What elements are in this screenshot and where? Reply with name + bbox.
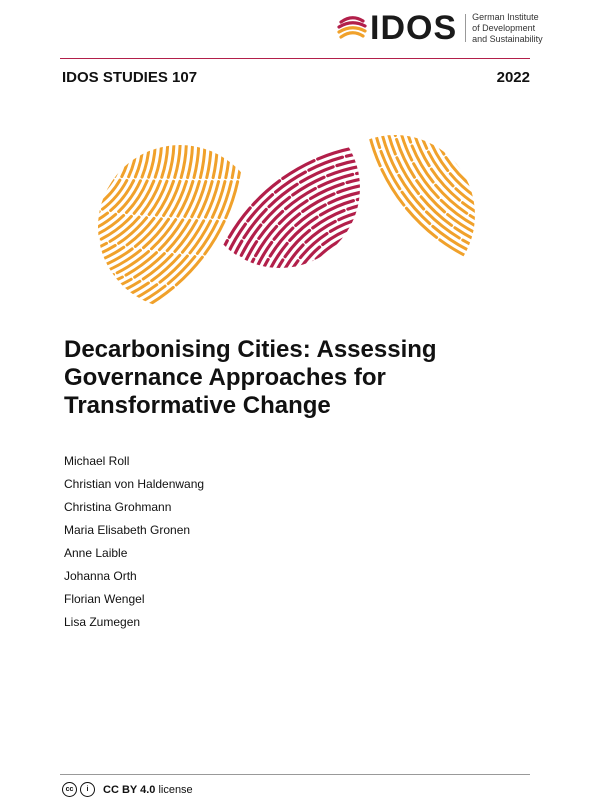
- cc-icon: cc: [62, 782, 77, 797]
- hatch-stroke: [383, 100, 490, 257]
- author-name: Maria Elisabeth Gronen: [64, 523, 191, 537]
- hatch-stroke: [377, 317, 403, 330]
- hatch-stroke: [339, 279, 441, 330]
- logo-subtitle-line: and Sustainability: [472, 33, 543, 44]
- hatch-stroke: [370, 100, 490, 270]
- hatch-stroke: [414, 100, 490, 226]
- by-attribution-icon: i: [80, 782, 95, 797]
- footer-divider: [60, 774, 530, 775]
- hatch-stroke: [313, 253, 467, 330]
- hatch-stroke: [457, 100, 490, 183]
- license-notice: [62, 782, 193, 797]
- hatch-stroke: [371, 311, 409, 330]
- logo-subtitle-line: of Development: [472, 22, 536, 33]
- logo-divider: [465, 14, 466, 42]
- hatch-stroke: [451, 100, 490, 189]
- hatch-stroke: [426, 100, 490, 214]
- header-divider: [60, 58, 530, 59]
- hatch-stroke: [288, 228, 490, 330]
- hatch-stroke: [352, 292, 429, 330]
- series-label: IDOS STUDIES 107: [62, 69, 198, 86]
- author-name: Anne Laible: [64, 546, 128, 560]
- hatch-stroke: [326, 266, 454, 330]
- hatch-stroke: [389, 100, 490, 251]
- hatch-stroke: [307, 247, 473, 330]
- title-line: Decarbonising Cities: Assessing: [64, 336, 437, 363]
- logo-subtitle-line: German Institute: [472, 11, 539, 22]
- left-hatched-circle: [90, 100, 242, 330]
- license-text: [103, 784, 193, 796]
- hatch-stroke: [364, 304, 415, 330]
- document-title: [64, 336, 544, 420]
- hatch-stroke: [463, 100, 490, 177]
- idos-logo-icon: [336, 12, 368, 44]
- hatch-stroke: [469, 100, 490, 171]
- hatch-stroke: [320, 260, 461, 330]
- hatch-stroke: [384, 324, 397, 330]
- hatch-stroke: [211, 151, 490, 330]
- hatch-stroke: [332, 272, 447, 330]
- publication-year: 2022: [496, 69, 530, 86]
- title-line: Governance Approaches for: [64, 364, 386, 391]
- hatch-stroke: [364, 100, 490, 276]
- logo-subtitle: [472, 12, 543, 45]
- license-name: CC BY 4.0: [103, 783, 156, 796]
- hatch-stroke: [90, 100, 106, 196]
- hatch-stroke: [482, 100, 490, 158]
- idos-logo: [336, 10, 543, 46]
- logo-wordmark: IDOS: [370, 9, 458, 47]
- hatch-stroke: [345, 285, 435, 330]
- hatch-stroke: [256, 196, 490, 330]
- right-hatched-circle: [364, 100, 490, 276]
- cover-graphic: [90, 100, 490, 330]
- title-line: Transformative Change: [64, 392, 331, 419]
- author-name: Michael Roll: [64, 454, 130, 468]
- author-name: Lisa Zumegen: [64, 615, 141, 629]
- hatch-stroke: [294, 234, 486, 330]
- hatch-stroke: [90, 100, 118, 208]
- hatch-stroke: [420, 100, 490, 220]
- hatch-stroke: [90, 100, 93, 183]
- hatch-stroke: [476, 100, 490, 164]
- author-name: Florian Wengel: [64, 592, 145, 606]
- hatch-stroke: [300, 240, 479, 330]
- author-name: Christian von Haldenwang: [64, 477, 205, 491]
- hatch-stroke: [90, 100, 100, 190]
- author-list: [64, 450, 204, 634]
- hatch-stroke: [488, 100, 490, 152]
- author-name: Christina Grohmann: [64, 500, 172, 514]
- author-name: Johanna Orth: [64, 569, 137, 583]
- license-word: license: [158, 783, 193, 796]
- hatch-stroke: [358, 298, 422, 330]
